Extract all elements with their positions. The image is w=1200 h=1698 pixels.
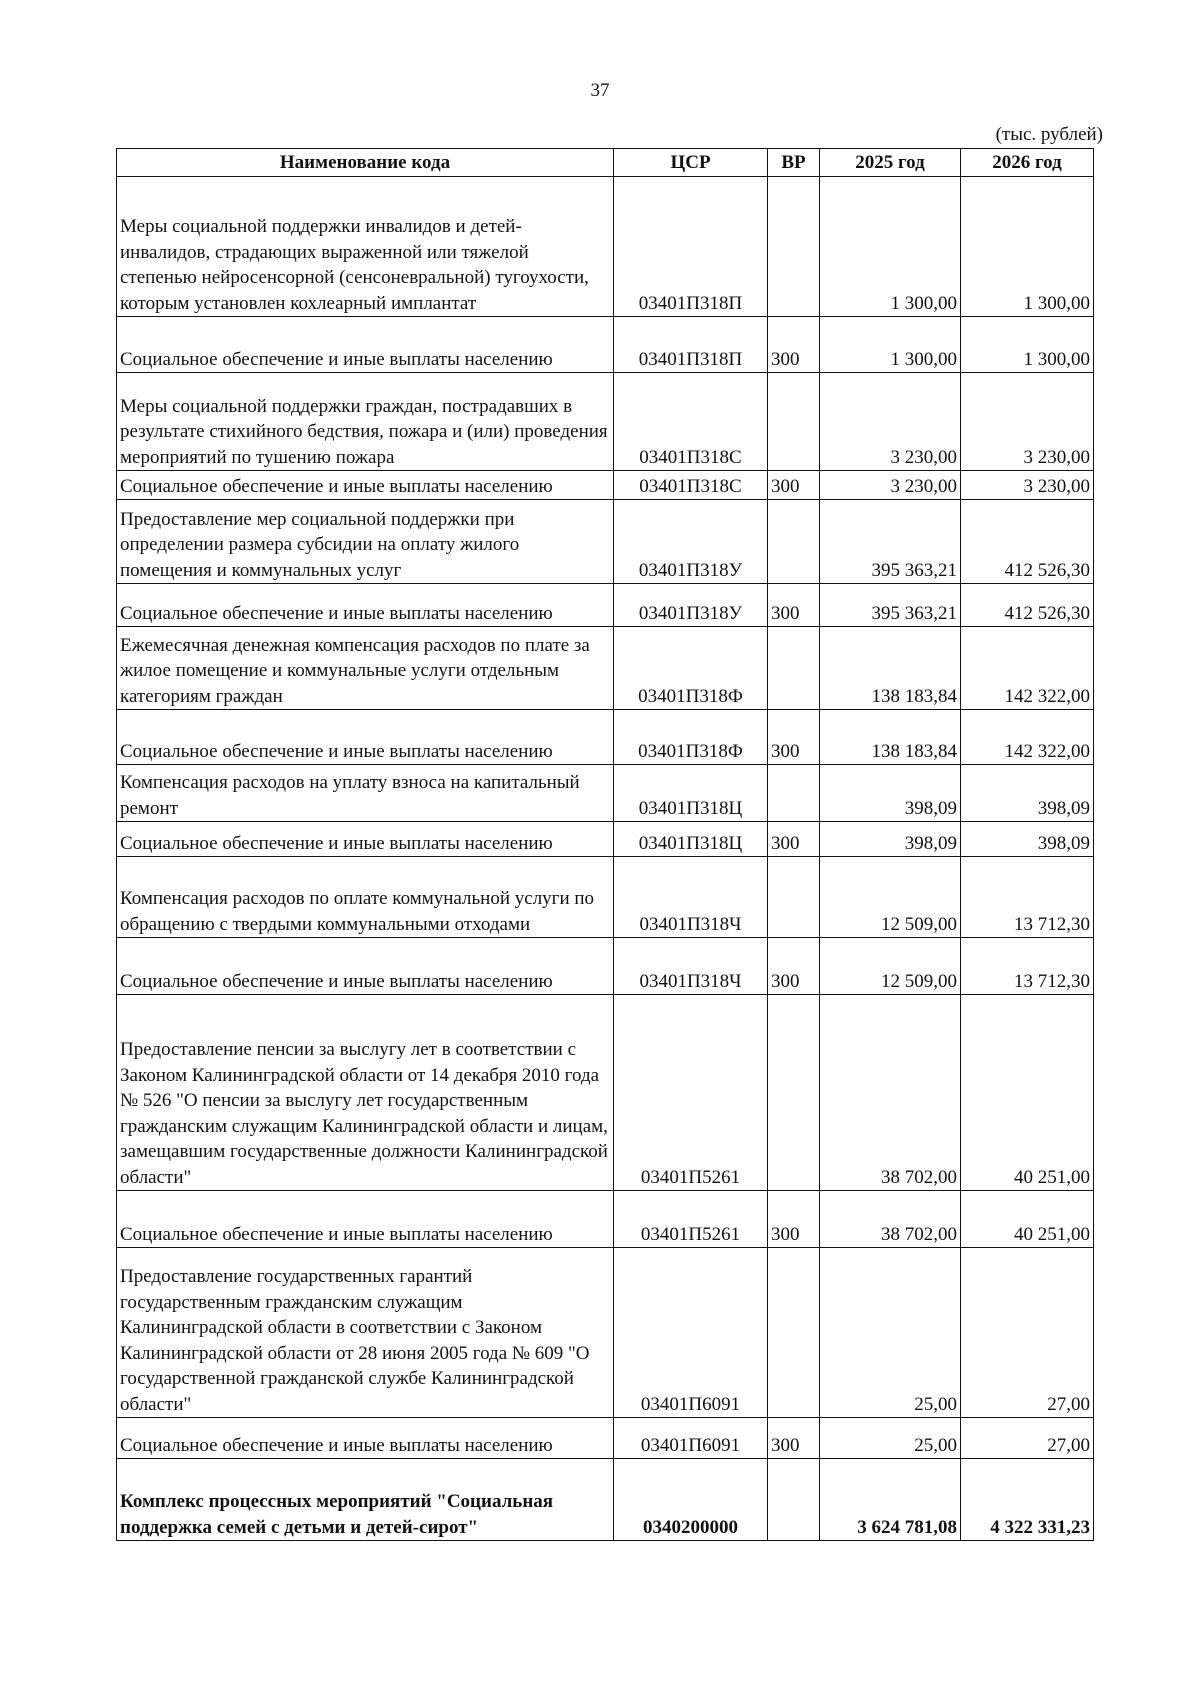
budget-table [116, 148, 1094, 1541]
header-2026: 2026 год [961, 149, 1094, 177]
row-2025: 398,09 [820, 765, 961, 822]
row-2026: 40 251,00 [961, 995, 1094, 1191]
row-vr: 300 [768, 710, 820, 765]
row-vr: 300 [768, 822, 820, 857]
row-csr: 03401П5261 [614, 995, 768, 1191]
table-row [117, 373, 1094, 471]
row-csr: 0340200000 [614, 1459, 768, 1541]
table-row [117, 317, 1094, 373]
row-vr [768, 857, 820, 938]
table-row-total [117, 1459, 1094, 1541]
row-name: Комплекс процессных мероприятий "Социальная поддержка семей с детьми и детей-сирот" [117, 1459, 614, 1541]
table-row [117, 471, 1094, 500]
row-2025: 3 230,00 [820, 471, 961, 500]
row-csr: 03401П318Ч [614, 857, 768, 938]
row-2025: 12 509,00 [820, 857, 961, 938]
row-2025: 395 363,21 [820, 500, 961, 584]
row-2025: 395 363,21 [820, 584, 961, 627]
page-number: 37 [590, 80, 610, 101]
table-row [117, 1191, 1094, 1248]
row-csr: 03401П318У [614, 584, 768, 627]
row-2025: 1 300,00 [820, 317, 961, 373]
row-csr: 03401П318П [614, 317, 768, 373]
row-name: Предоставление пенсии за выслугу лет в соответствии с Законом Калининградской области от 14 декабря 2010 года № 526 "О пенсии за выслугу лет государственным гражданским служащим Калининградской области и лицам, замещавшим государственные должности Калининградской области" [117, 995, 614, 1191]
row-csr: 03401П6091 [614, 1418, 768, 1459]
table-row [117, 1418, 1094, 1459]
row-name: Социальное обеспечение и иные выплаты населению [117, 1418, 614, 1459]
row-csr: 03401П318Ф [614, 710, 768, 765]
header-csr: ЦСР [614, 149, 768, 177]
row-2026: 1 300,00 [961, 177, 1094, 317]
row-csr: 03401П318П [614, 177, 768, 317]
row-name: Социальное обеспечение и иные выплаты населению [117, 1191, 614, 1248]
table-row [117, 822, 1094, 857]
table-row [117, 710, 1094, 765]
row-vr: 300 [768, 317, 820, 373]
row-2026: 13 712,30 [961, 857, 1094, 938]
row-2025: 1 300,00 [820, 177, 961, 317]
table-row [117, 500, 1094, 584]
row-name: Социальное обеспечение и иные выплаты населению [117, 471, 614, 500]
table-row [117, 1248, 1094, 1418]
header-name: Наименование кода [117, 149, 614, 177]
row-2025: 12 509,00 [820, 938, 961, 995]
row-2025: 3 230,00 [820, 373, 961, 471]
row-2026: 3 230,00 [961, 373, 1094, 471]
row-2025: 138 183,84 [820, 710, 961, 765]
row-2026: 27,00 [961, 1418, 1094, 1459]
row-2025: 138 183,84 [820, 627, 961, 710]
table-row [117, 765, 1094, 822]
row-name: Социальное обеспечение и иные выплаты населению [117, 938, 614, 995]
row-2026: 13 712,30 [961, 938, 1094, 995]
row-csr: 03401П318Ц [614, 765, 768, 822]
row-name: Меры социальной поддержки инвалидов и детей-инвалидов, страдающих выраженной или тяжелой степенью нейросенсорной (сенсоневральной) тугоухости, которым установлен кохлеарный имплантат [117, 177, 614, 317]
row-vr [768, 1459, 820, 1541]
row-2026: 412 526,30 [961, 584, 1094, 627]
row-name: Предоставление мер социальной поддержки при определении размера субсидии на оплату жилого помещения и коммунальных услуг [117, 500, 614, 584]
row-2025: 398,09 [820, 822, 961, 857]
row-2025: 38 702,00 [820, 995, 961, 1191]
row-2026: 398,09 [961, 765, 1094, 822]
row-name: Компенсация расходов по оплате коммунальной услуги по обращению с твердыми коммунальными отходами [117, 857, 614, 938]
row-name: Социальное обеспечение и иные выплаты населению [117, 822, 614, 857]
row-2025: 3 624 781,08 [820, 1459, 961, 1541]
row-csr: 03401П6091 [614, 1248, 768, 1418]
table-row [117, 857, 1094, 938]
header-row [117, 149, 1094, 177]
row-csr: 03401П318Ч [614, 938, 768, 995]
row-vr [768, 995, 820, 1191]
table-row [117, 995, 1094, 1191]
header-vr: ВР [768, 149, 820, 177]
row-vr: 300 [768, 1418, 820, 1459]
row-vr: 300 [768, 584, 820, 627]
row-vr [768, 765, 820, 822]
row-name: Социальное обеспечение и иные выплаты населению [117, 584, 614, 627]
row-vr [768, 1248, 820, 1418]
table-row [117, 627, 1094, 710]
row-csr: 03401П5261 [614, 1191, 768, 1248]
row-2025: 38 702,00 [820, 1191, 961, 1248]
row-vr [768, 177, 820, 317]
table-row [117, 584, 1094, 627]
row-csr: 03401П318С [614, 373, 768, 471]
table-row [117, 177, 1094, 317]
row-2026: 4 322 331,23 [961, 1459, 1094, 1541]
row-2026: 142 322,00 [961, 627, 1094, 710]
row-vr [768, 373, 820, 471]
row-2026: 40 251,00 [961, 1191, 1094, 1248]
row-2026: 3 230,00 [961, 471, 1094, 500]
row-name: Социальное обеспечение и иные выплаты населению [117, 710, 614, 765]
row-2025: 25,00 [820, 1248, 961, 1418]
row-name: Социальное обеспечение и иные выплаты населению [117, 317, 614, 373]
row-2026: 412 526,30 [961, 500, 1094, 584]
row-csr: 03401П318Ц [614, 822, 768, 857]
table-row [117, 938, 1094, 995]
row-2026: 1 300,00 [961, 317, 1094, 373]
row-name: Предоставление государственных гарантий государственным гражданским служащим Калининградской области в соответствии с Законом Калининградской области от 28 июня 2005 года № 609 "О государственной гражданской службе Калининградской области" [117, 1248, 614, 1418]
row-csr: 03401П318С [614, 471, 768, 500]
row-name: Ежемесячная денежная компенсация расходов по плате за жилое помещение и коммунальные услуги отдельным категориям граждан [117, 627, 614, 710]
row-2025: 25,00 [820, 1418, 961, 1459]
row-vr: 300 [768, 471, 820, 500]
row-vr [768, 627, 820, 710]
row-name: Компенсация расходов на уплату взноса на капитальный ремонт [117, 765, 614, 822]
row-name: Меры социальной поддержки граждан, пострадавших в результате стихийного бедствия, пожара и (или) проведения мероприятий по тушению пожара [117, 373, 614, 471]
row-vr [768, 500, 820, 584]
header-2025: 2025 год [820, 149, 961, 177]
row-vr: 300 [768, 1191, 820, 1248]
row-2026: 27,00 [961, 1248, 1094, 1418]
row-vr: 300 [768, 938, 820, 995]
row-csr: 03401П318Ф [614, 627, 768, 710]
row-csr: 03401П318У [614, 500, 768, 584]
row-2026: 398,09 [961, 822, 1094, 857]
units-label: (тыс. рублей) [995, 124, 1103, 145]
row-2026: 142 322,00 [961, 710, 1094, 765]
